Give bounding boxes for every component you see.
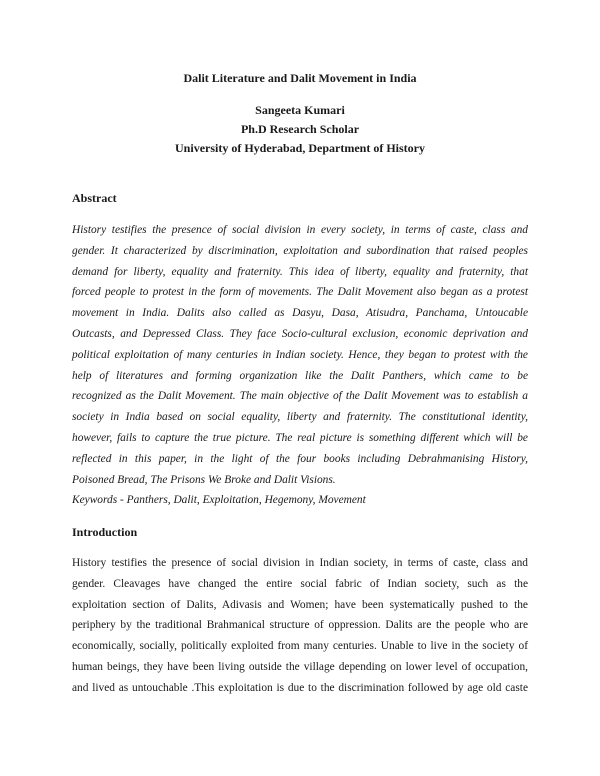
intro-line: gender. Cleavages have changed the entire social fabric of Indian society, such as the	[72, 577, 528, 590]
intro-line: periphery by the traditional Brahmanical structure of oppression. Dalits are the people who are	[72, 619, 528, 632]
abstract-line: Poisoned Bread, The Prisons We Broke and Dalit Visions.	[72, 473, 336, 486]
abstract-line: movement in India. Dalits also called as Dasyu, Dasa, Atisudra, Panchama, Untoucable	[72, 307, 528, 320]
intro-line: and lived as untouchable .This exploitation is due to the discrimination followed by age old caste	[72, 681, 528, 694]
intro-line: human beings, they have been living outside the village depending on lower level of occupation,	[72, 660, 528, 673]
abstract-line: reflected in this paper, in the light of the four books including Debrahmanising History,	[72, 452, 528, 465]
abstract-line: help of literatures and forming organization like the Dalit Panthers, which came to be	[72, 369, 528, 382]
introduction-heading: Introduction	[72, 525, 138, 539]
author-name: Sangeeta Kumari	[255, 103, 345, 117]
intro-line: exploitation section of Dalits, Adivasis and Women; have been systematically pushed to the	[72, 598, 528, 611]
intro-line: History testifies the presence of social division in Indian society, in terms of caste, class and	[72, 557, 528, 569]
intro-line: economically, socially, politically exploited from many centuries. Unable to live in the society of	[72, 640, 528, 653]
abstract-line: society in India based on social equality, liberty and fraternity. The constitutional identity,	[72, 411, 528, 424]
abstract-line: however, fails to capture the true picture. The real picture is something different which will be	[72, 431, 528, 444]
author-affiliation: University of Hyderabad, Department of History	[175, 141, 425, 155]
author-role: Ph.D Research Scholar	[240, 122, 360, 136]
abstract-line: forced people to protest in the form of movements. The Dalit Movement also began as a protest	[72, 286, 528, 299]
abstract-line: gender. It characterized by discrimination, exploitation and subordination that raised peoples	[72, 244, 528, 257]
abstract-line: political exploitation of many centuries in Indian society. Hence, they began to protest with the	[72, 348, 528, 361]
abstract-heading: Abstract	[72, 191, 117, 205]
abstract-line: History testifies the presence of social division in every society, in terms of caste, class and	[72, 224, 528, 236]
paper-title: Dalit Literature and Dalit Movement in India	[183, 71, 417, 85]
abstract-paragraph	[72, 220, 528, 490]
keywords: Keywords - Panthers, Dalit, Exploitation, Hegemony, Movement	[72, 494, 366, 506]
introduction-paragraph	[72, 553, 528, 699]
abstract-line: recognized as the Dalit Movement. The main objective of the Dalit Movement was to establish a	[72, 390, 528, 403]
abstract-line: demand for liberty, equality and fraternity. This idea of liberty, equality and fraternity, that	[72, 265, 528, 278]
abstract-line: Outcasts, and Depressed Class. They face Socio-cultural exclusion, economic deprivation and	[72, 327, 528, 340]
